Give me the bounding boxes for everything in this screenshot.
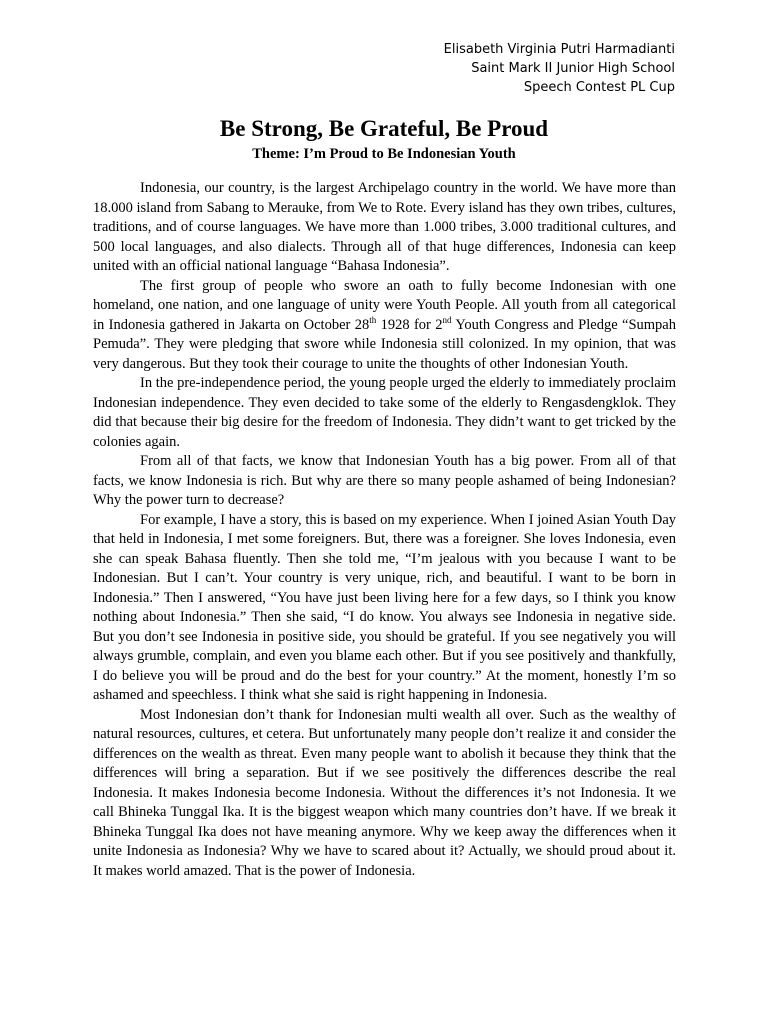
paragraph-2-part-b: 1928 for 2 [376,316,443,333]
paragraph-2-part-c: Youth Congress and Pledge “Sumpah Pemuda”. They were pledging that swore while Indonesia still colonized. In my opinion, that was very dangerous. But they took their courage to unite the thoughts of other Indonesian Youth. [93,316,676,372]
paragraph-2 [93,277,676,375]
speech-body [93,179,676,881]
speech-title: Be Strong, Be Grateful, Be Proud [219,116,549,141]
author-name: Elisabeth Virginia Putri Harmadianti [443,42,675,57]
event-name: Speech Contest PL Cup [523,80,675,95]
paragraph-1: Indonesia, our country, is the largest Archipelago country in the world. We have more than 18.000 island from Sabang to Meraukе, from We to Rote. Every island has they own tribes, cultures, traditions, and of course languages. We have more than 1.000 tribes, 3.000 traditional cultures, and 500 local languages, and also dialects. Through all of that huge differences, Indonesia can keep united with an official national language “Bahasa Indonesia”. [93,180,676,274]
paragraph-2-part-a: The first group of people who swore an oath to fully become Indonesian with one homeland, one nation, and one language of unity were Youth People. All youth from all categorical in Indonesia gathered in Jakarta on October 28 [93,277,676,333]
paragraph-4: From all of that facts, we know that Indonesian Youth has a big power. From all of that facts, we know Indonesia is rich. But why are there so many people ashamed of being Indonesian? Why the power turn to decrease? [93,453,676,508]
ordinal-suffix-nd: nd [442,314,452,325]
paragraph-6: Most Indonesian don’t thank for Indonesian multi wealth all over. Such as the wealthy of natural resources, cultures, et cetera. But unfortunately many people don’t realize it and consider the differences on the wealth as threat. Even many people want to abolish it because they think that the differences will bring a separation. But if we see positively the differences describe the real Indonesia. It makes Indonesia become Indonesia. Without the differences it’s not Indonesia. It we call Bhineka Tunggal Ika. It is the biggest weapon which many countries don’t have. If we break it Bhineka Tunggal Ika does not have meaning anymore. Why we keep away the differences when it unite Indonesia as Indonesia? Why we have to scared about it? Actually, we should proud about it. It makes world amazed. That is the power of Indonesia. [93,706,676,879]
document-header [444,40,675,97]
paragraph-3: In the pre-independence period, the young people urged the elderly to immediately proclaim Indonesian independence. They even decided to take some of the elderly to Rengasdengklok. They did that because their big desire for the freedom of Indonesia. They didn’t want to get tricked by the colonies again. [93,375,676,450]
speech-theme: Theme: I’m Proud to Be Indonesian Youth [252,146,516,162]
ordinal-suffix-th: th [369,314,377,325]
school-name: Saint Mark II Junior High School [471,61,675,76]
paragraph-5: For example, I have a story, this is based on my experience. When I joined Asian Youth Day that held in Indonesia, I met some foreigners. But, there was a foreigner. She loves Indonesia, even she can speak Bahasa fluently. Then she told me, “I’m jealous with you because I want to be Indonesian. But I can’t. Your country is very unique, rich, and beautiful. I want to be born in Indonesia.” Then I answered, “You have just been living here for a few days, so I think you know nothing about Indonesia.” Then she said, “I do know. You always see Indonesia in negative side. But you don’t see Indonesia in positive side, you should be grateful. If you see negatively you will always grumble, complain, and even you blame each other. But if you see positively and thankfully, I do believe you will be proud and do the best for your country.” At the moment, honestly I’m so ashamed and speechless. I think what she said is right happening in Indonesia. [93,511,676,703]
